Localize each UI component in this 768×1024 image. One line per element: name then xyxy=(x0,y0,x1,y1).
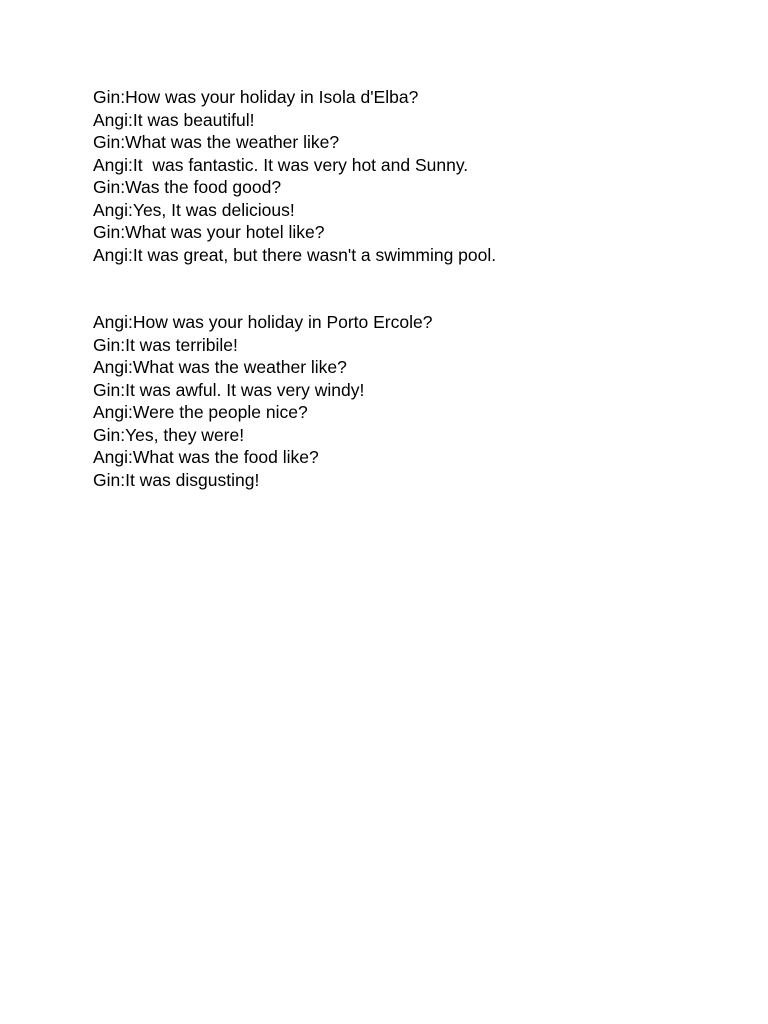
dialogue-line: Gin:Was the food good? xyxy=(93,177,282,197)
dialogue-line: Gin:What was your hotel like? xyxy=(93,222,325,242)
dialogue-line: Gin:It was terribile! xyxy=(93,334,238,355)
dialogue-line: Gin:How was your holiday in Isola d'Elba? xyxy=(93,87,419,107)
dialogue-line: Angi:Were the people nice? xyxy=(93,402,308,422)
dialogue-line: Gin:It was disgusting! xyxy=(93,469,260,490)
dialogue-line: Angi:It was great, but there wasn't a swimming pool. xyxy=(93,244,497,265)
dialogue-line: Angi:Yes, It was delicious! xyxy=(93,199,295,220)
dialogue-line: Gin:Yes, they were! xyxy=(93,424,245,445)
dialogue-line: Angi:What was the food like? xyxy=(93,447,319,467)
dialogue-line: Angi:What was the weather like? xyxy=(93,357,347,377)
dialogue-line: Angi:It was fantastic. It was very hot and Sunny. xyxy=(93,154,469,175)
dialogue-porto-ercole xyxy=(93,311,733,491)
dialogue-line: Angi:It was beautiful! xyxy=(93,109,255,130)
dialogue-line: Gin:It was awful. It was very windy! xyxy=(93,379,365,400)
dialogue-line: Gin:What was the weather like? xyxy=(93,132,340,152)
dialogue-line: Angi:How was your holiday in Porto Ercole? xyxy=(93,312,433,332)
dialogue-isola-elba xyxy=(93,86,733,266)
